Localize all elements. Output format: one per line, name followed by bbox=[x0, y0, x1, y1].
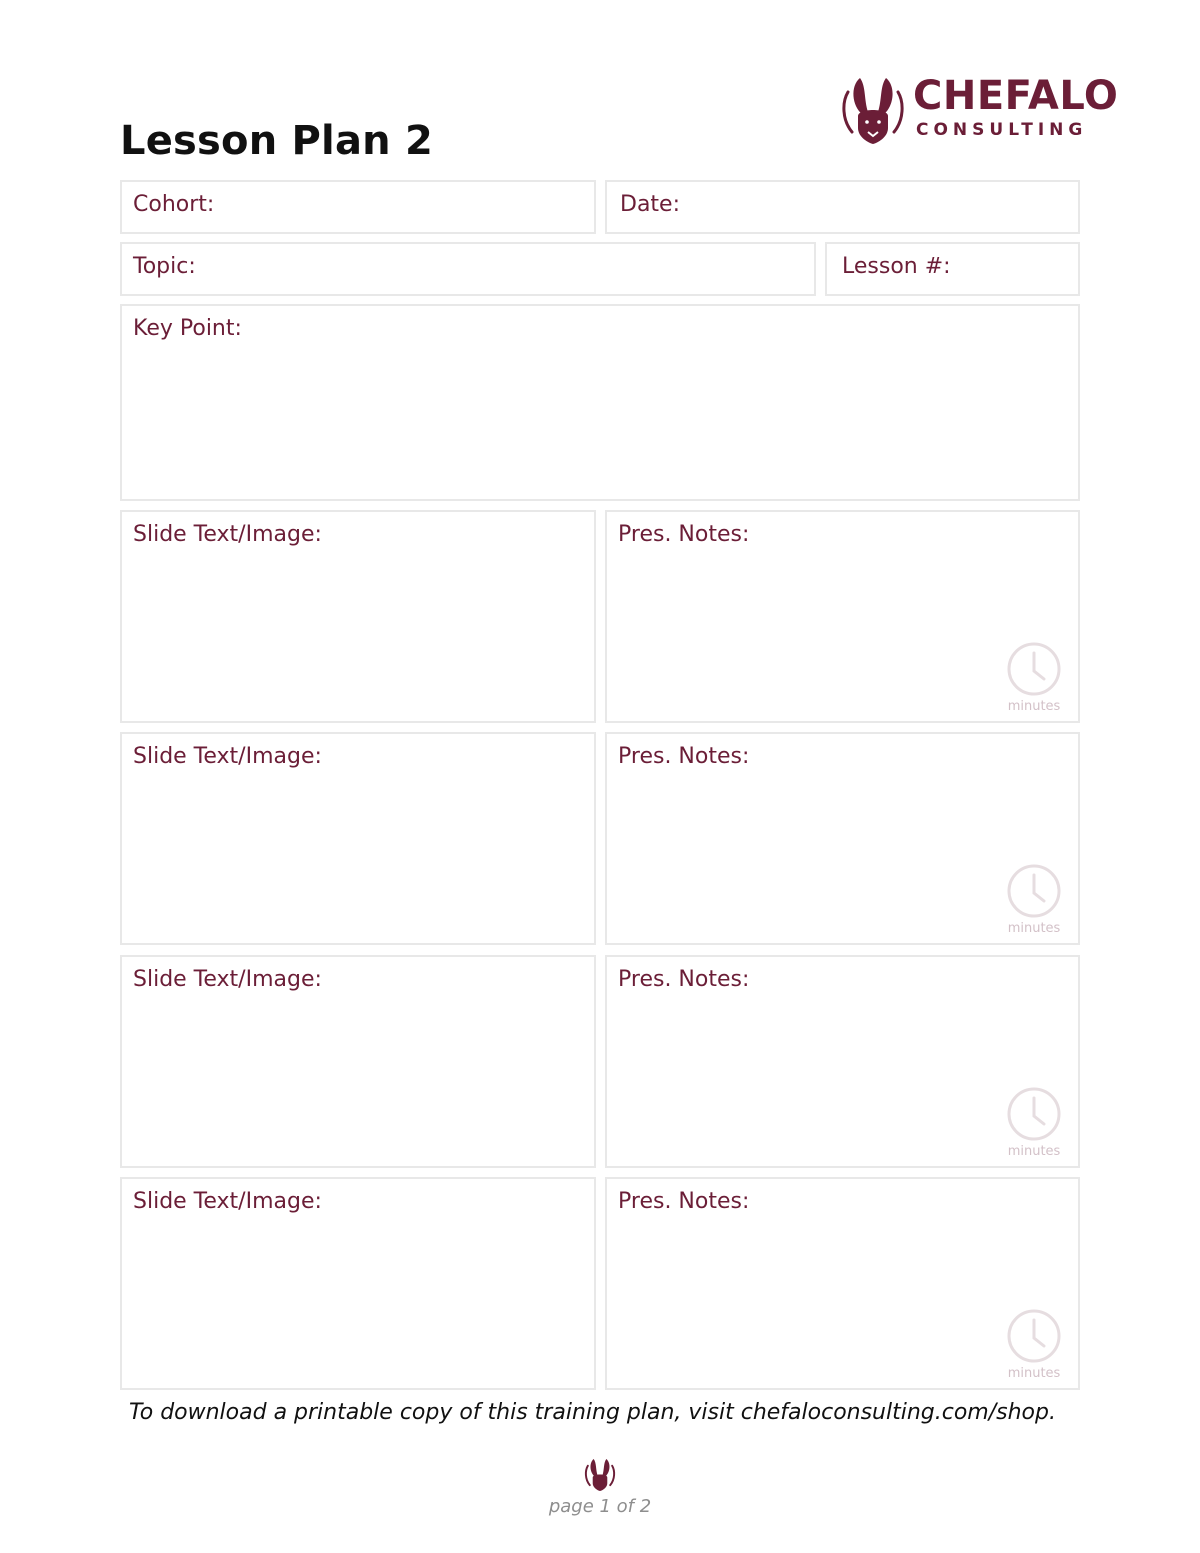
topic-field[interactable] bbox=[120, 242, 816, 296]
timer-minutes bbox=[1004, 863, 1064, 936]
timer-minutes bbox=[1004, 1308, 1064, 1381]
pres-notes-label: Pres. Notes: bbox=[618, 967, 750, 992]
pres-notes-field-4[interactable] bbox=[605, 1177, 1080, 1390]
timer-minutes bbox=[1004, 1086, 1064, 1159]
key-point-label: Key Point: bbox=[133, 316, 242, 341]
logo-wordmark: CHEFALO bbox=[913, 73, 1119, 119]
logo-subtitle: CONSULTING bbox=[916, 120, 1088, 140]
timer-minutes bbox=[1004, 641, 1064, 714]
pres-notes-label: Pres. Notes: bbox=[618, 1189, 750, 1214]
slide-text-field-4[interactable] bbox=[120, 1177, 596, 1390]
date-label: Date: bbox=[620, 192, 680, 217]
cohort-field[interactable] bbox=[120, 180, 596, 234]
lesson-number-label: Lesson #: bbox=[842, 254, 951, 279]
timer-label: minutes bbox=[1007, 921, 1061, 936]
pres-notes-field-3[interactable] bbox=[605, 955, 1080, 1168]
lesson-number-field[interactable] bbox=[825, 242, 1080, 296]
date-field[interactable] bbox=[605, 180, 1080, 234]
slide-text-label: Slide Text/Image: bbox=[133, 967, 322, 992]
slide-text-field-3[interactable] bbox=[120, 955, 596, 1168]
clock-icon bbox=[1006, 863, 1062, 919]
download-note: To download a printable copy of this training plan, visit chefaloconsulting.com/shop. bbox=[129, 1400, 1056, 1425]
topic-label: Topic: bbox=[133, 254, 196, 279]
timer-label: minutes bbox=[1007, 1366, 1061, 1381]
page-number: page 1 of 2 bbox=[548, 1496, 652, 1517]
rabbit-logo-icon bbox=[838, 72, 908, 146]
slide-text-field-1[interactable] bbox=[120, 510, 596, 723]
cohort-label: Cohort: bbox=[133, 192, 215, 217]
page-title: Lesson Plan 2 bbox=[120, 118, 433, 164]
clock-icon bbox=[1006, 641, 1062, 697]
slide-text-label: Slide Text/Image: bbox=[133, 744, 322, 769]
slide-text-field-2[interactable] bbox=[120, 732, 596, 945]
pres-notes-field-2[interactable] bbox=[605, 732, 1080, 945]
clock-icon bbox=[1006, 1308, 1062, 1364]
pres-notes-label: Pres. Notes: bbox=[618, 744, 750, 769]
slide-text-label: Slide Text/Image: bbox=[133, 522, 322, 547]
pres-notes-label: Pres. Notes: bbox=[618, 522, 750, 547]
key-point-field[interactable] bbox=[120, 304, 1080, 501]
timer-label: minutes bbox=[1007, 1144, 1061, 1159]
clock-icon bbox=[1006, 1086, 1062, 1142]
pres-notes-field-1[interactable] bbox=[605, 510, 1080, 723]
rabbit-icon bbox=[583, 1456, 617, 1492]
company-logo bbox=[838, 70, 1119, 148]
slide-text-label: Slide Text/Image: bbox=[133, 1189, 322, 1214]
timer-label: minutes bbox=[1007, 699, 1061, 714]
